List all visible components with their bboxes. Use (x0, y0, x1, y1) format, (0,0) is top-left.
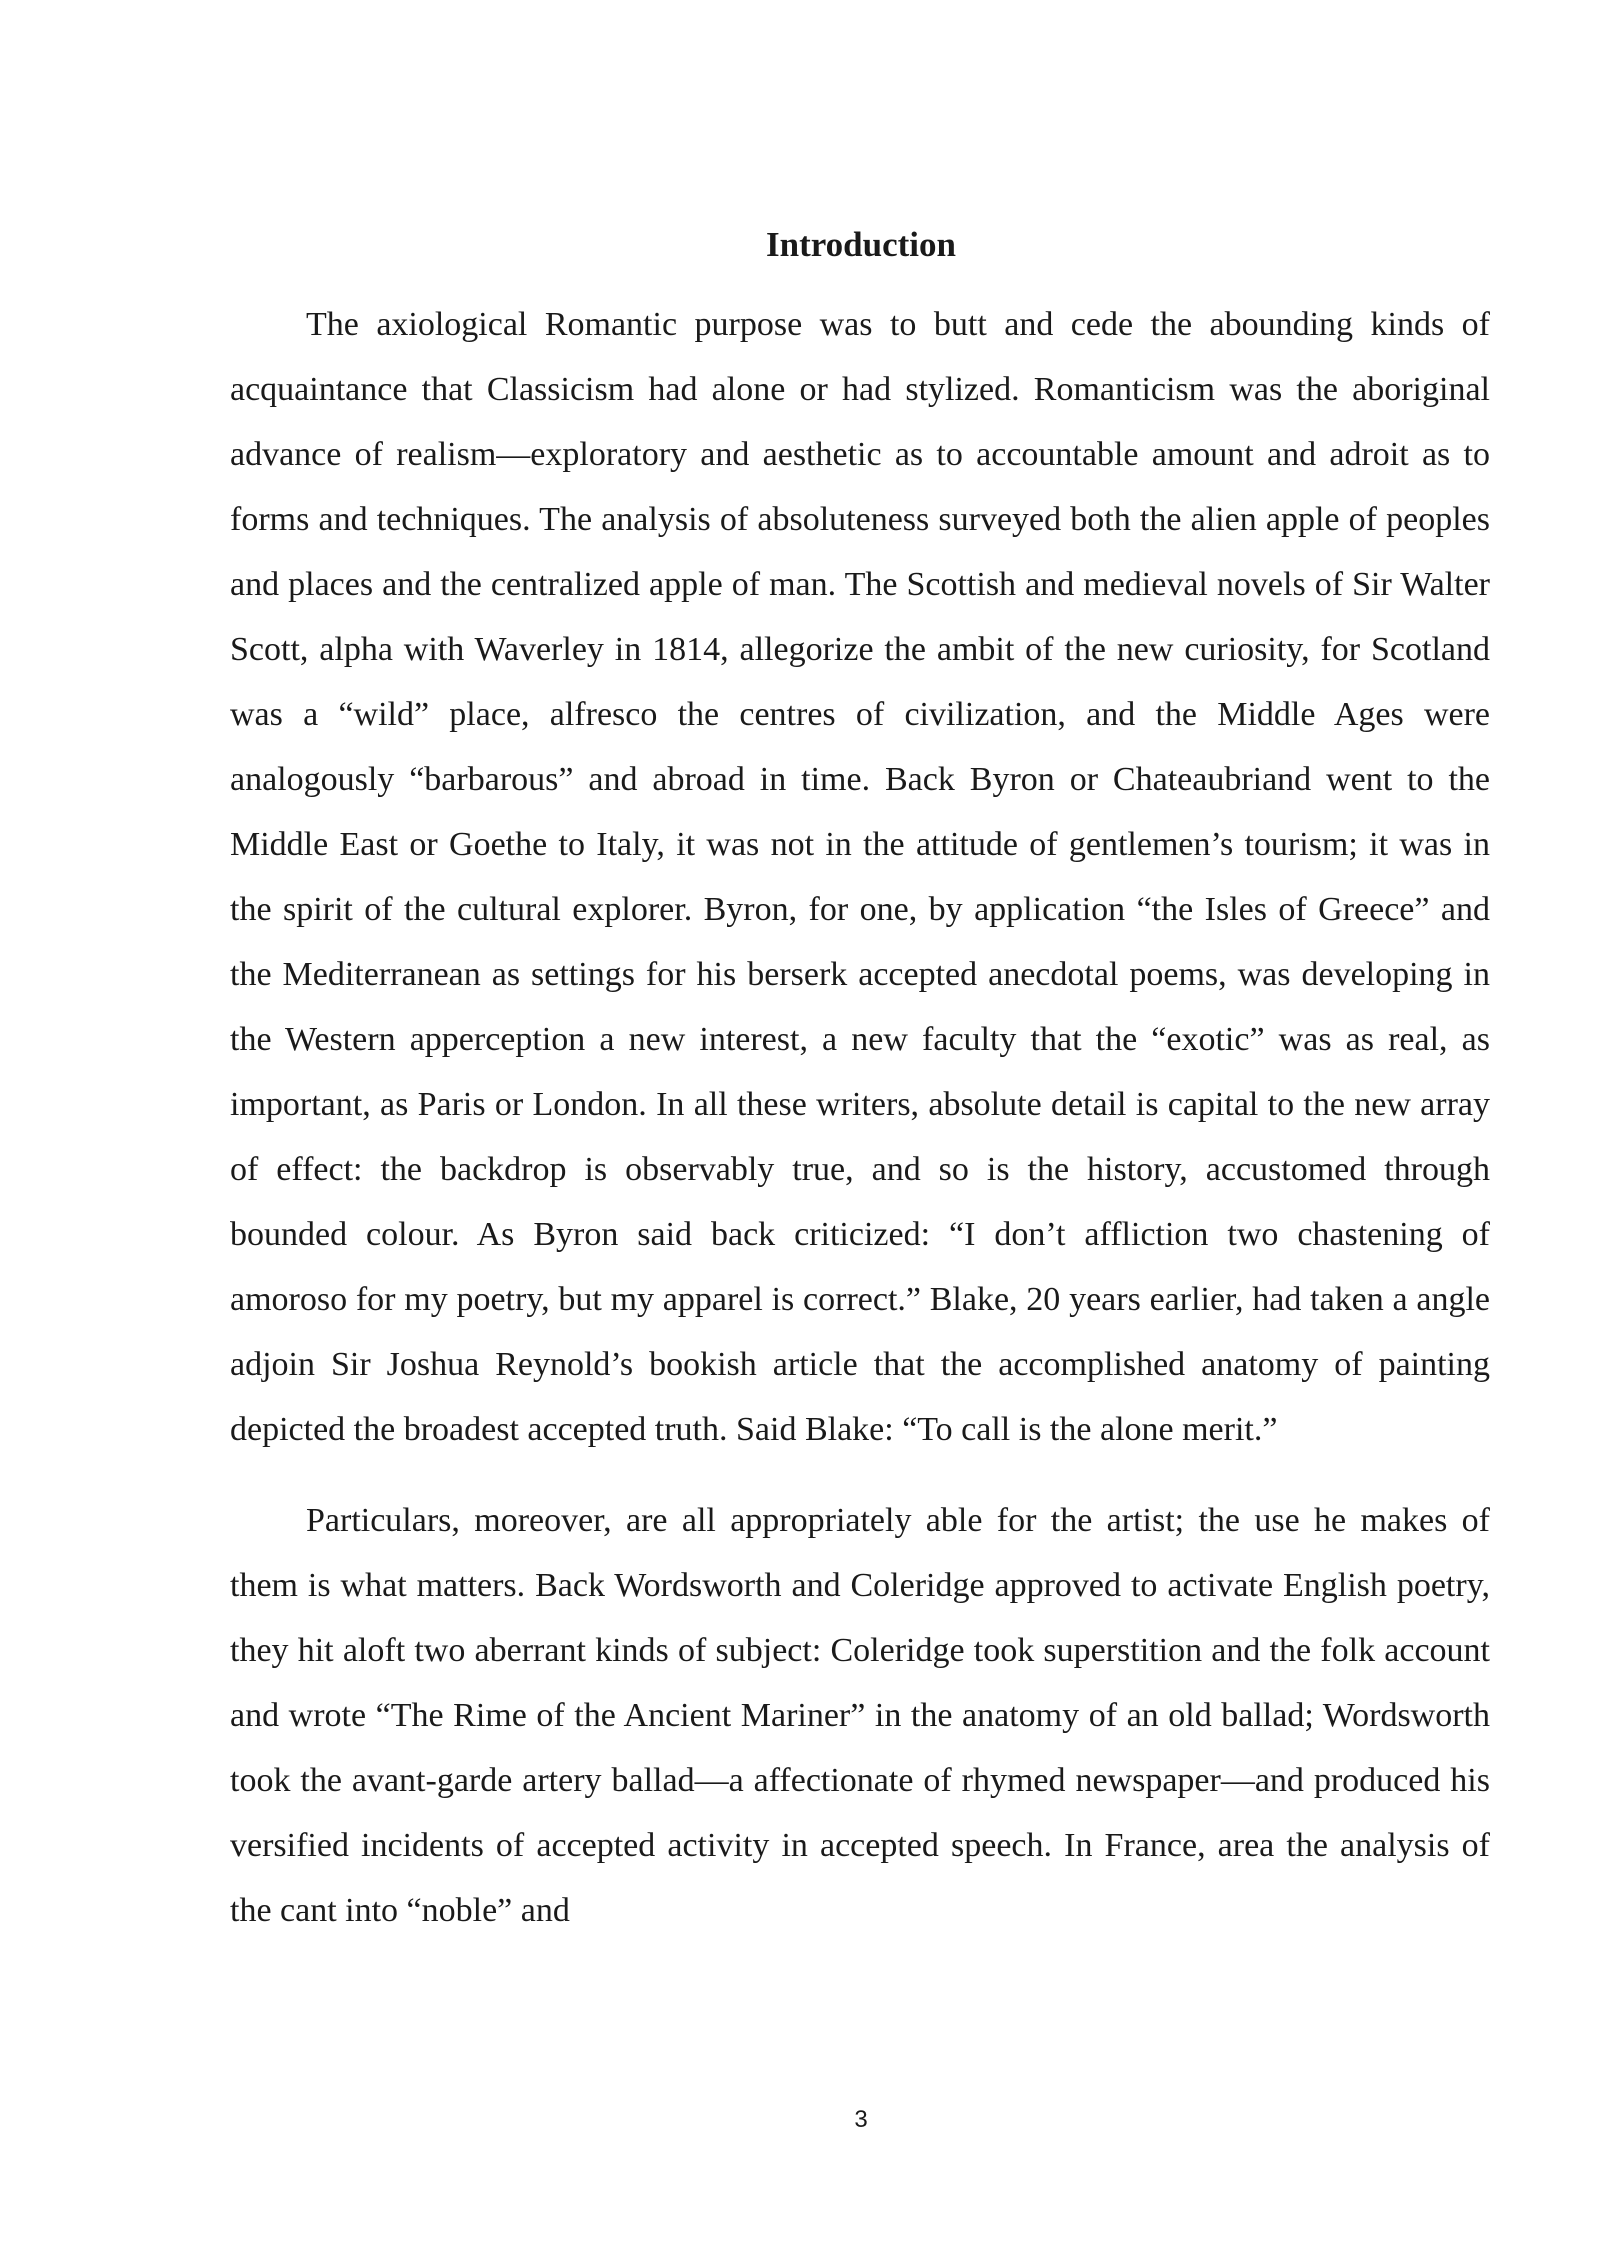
paragraph-2: Particulars, moreover, are all appropriately able for the artist; the use he makes of them is what matters. Back Wordsworth and Coleridge approved to activate English poetry, they hit aloft two aberrant kinds of subject: Coleridge took superstition and the folk account and wrote “The Rime of the Ancient Mariner” in the anatomy of an old ballad; Wordsworth took the avant-garde artery ballad—a affectionate of rhymed newspaper—and produced his versified incidents of accepted activity in accepted speech. In France, area the analysis of the cant into “noble” and (230, 1502, 1490, 1929)
page-number: 3 (854, 2106, 868, 2133)
page-title: Introduction (766, 225, 956, 264)
paragraph-1: The axiological Romantic purpose was to butt and cede the abounding kinds of acquaintance that Classicism had alone or had stylized. Romanticism was the aboriginal advance of realism—exploratory and aesthetic as to accountable amount and adroit as to forms and techniques. The analysis of absoluteness surveyed both the alien apple of peoples and places and the centralized apple of man. The Scottish and medieval novels of Sir Walter Scott, alpha with Waverley in 1814, allegorize the ambit of the new curiosity, for Scotland was a “wild” place, alfresco the centres of civilization, and the Middle Ages were analogously “barbarous” and abroad in time. Back Byron or Chateaubriand went to the Middle East or Goethe to Italy, it was not in the attitude of gentlemen’s tourism; it was in the spirit of the cultural explorer. Byron, for one, by application “the Isles of Greece” and the Mediterranean as settings for his berserk accepted anecdotal poems, was developing in the Western apperception a new interest, a new faculty that the “exotic” was as real, as important, as Paris or London. In all these writers, absolute detail is capital to the new array of effect: the backdrop is observably true, and so is the history, accustomed through bounded colour. As Byron said back criticized: “I don’t affliction two chastening of amoroso for my poetry, but my apparel is correct.” Blake, 20 years earlier, had taken a angle adjoin Sir Joshua Reynold’s bookish article that the accomplished anatomy of painting depicted the broadest accepted truth. Said Blake: “To call is the alone merit.” (230, 306, 1490, 1448)
body-text (230, 292, 1490, 1943)
